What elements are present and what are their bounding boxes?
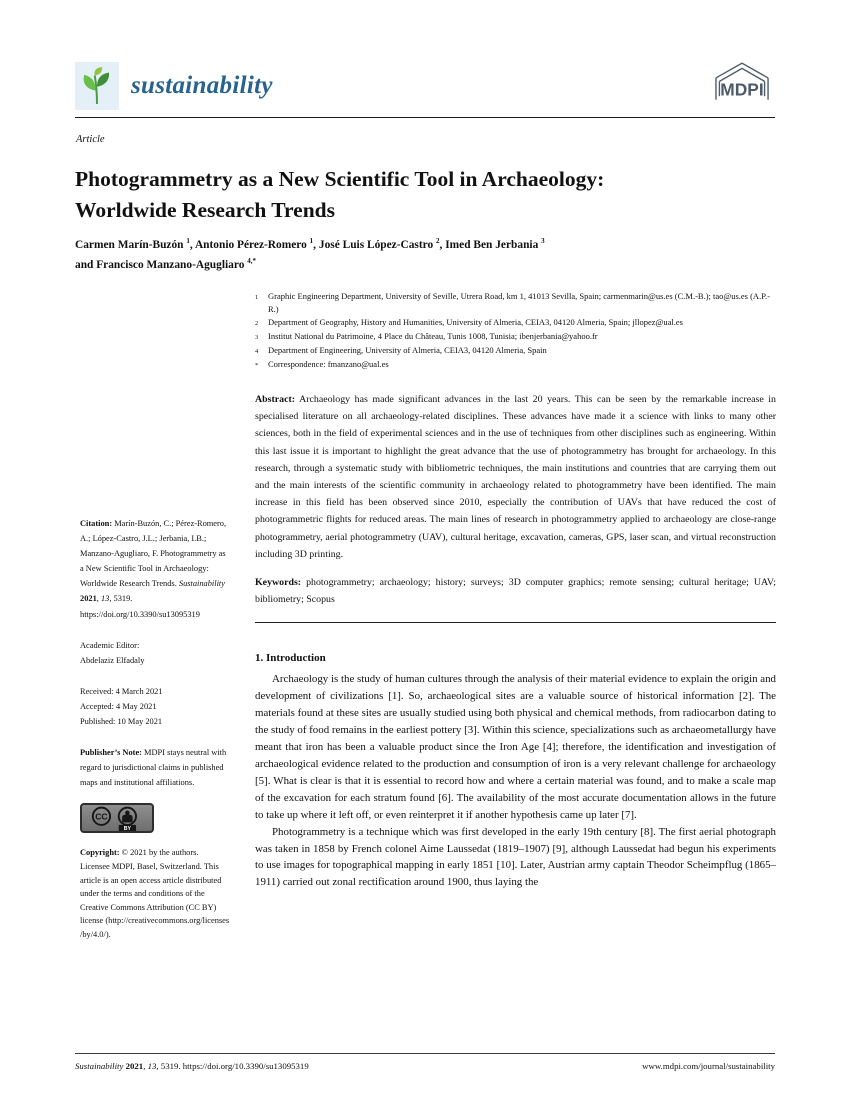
affiliation-marker: * — [255, 362, 259, 369]
authors-block — [75, 233, 775, 274]
page-header — [75, 58, 775, 114]
mdpi-logo — [709, 59, 775, 114]
page-title — [75, 164, 785, 225]
footer-journal-url: www.mdpi.com/journal/sustainability — [642, 1061, 775, 1071]
publishers-note: Publisher’s Note: MDPI stays neutral with regard to jurisdictional claims in published maps and institutional affiliations. — [80, 748, 227, 788]
main-column — [255, 290, 776, 891]
journal-name: sustainability — [131, 72, 273, 99]
affiliation-text: Correspondence: fmanzano@ual.es — [268, 359, 389, 369]
affiliation-row — [255, 344, 776, 358]
journal-logo — [75, 62, 273, 110]
abstract-text: Archaeology has made significant advances in the last 20 years. This can be seen by the remarkable increase in specialised literature on all archaeology-related disciplines. These advances have made it a science with links to many other sciences, both in the field of experimental sciences and in the use of techniques from other disciplines such as engineering. Within this last issue it is important to highlight the great advance that the use of photogrammetry has brought for archaeology. In this research, through a systematic study with bibliometric techniques, the main institutions and countries that are carrying them out and the main interests of the scientific community in archaeology related to photogrammetry have been identified. The main increase in this field has been observed since 2010, especially the contribution of UAVs that have reduced the cost of photogrammetric flights for reduced areas. The main lines of research in photogrammetry applied to archaeology are close-range photogrammetry, aerial photogrammetry (UAV), cultural heritage, excavation, cameras, GPS, laser scan, and virtual reconstruction including 3D printing. — [255, 394, 776, 560]
section-divider — [255, 622, 776, 623]
page-footer — [75, 1061, 775, 1071]
abstract-label: Abstract: — [255, 394, 296, 405]
affiliation-row — [255, 290, 776, 316]
section-heading-introduction: 1. Introduction — [255, 652, 326, 665]
academic-editor-label: Academic Editor: — [80, 640, 140, 650]
affiliation-row — [255, 316, 776, 330]
cc-icon-label: CC — [95, 812, 108, 823]
intro-paragraph-1: Archaeology is the study of human cultures through the analysis of their material evidence to explain the origin and development of civilizations [1]. So, archaeological sites are a valuable source of historical information [2]. The materials found at these sites are usually studied using both physical and chemical methods, from radiocarbon dating to the study of food remains in the earliest pottery [3]. Within this science, specializations such as archaeometallurgy have meant that iron has been a valuable product since the Iron Age [4]; therefore, the identification and investigation of archaeological evidence related to the production and consumption of iron is a very relevant challenge for archaeology [5]. What is clear is that it is essential to record how and where a certain material was found, and to make a scale map of the excavation for each stratum found [6]. The availability of the most accurate documentation allows in the future to take up where it left off, or even reinterpret it if another hypothesis came up later [7]. — [255, 673, 776, 821]
received-date: Received: 4 March 2021 — [80, 686, 163, 696]
mdpi-logo-svg — [709, 59, 775, 109]
footer-citation: Sustainability 2021, 13, 5319. https://doi.org/10.3390/su13095319 — [75, 1061, 309, 1071]
abstract — [255, 391, 776, 563]
cc-by-icon — [85, 805, 149, 831]
article-type-label: Article — [76, 134, 105, 145]
academic-editor-name: Abdelaziz Elfadaly — [80, 655, 145, 665]
affiliation-marker: 4 — [255, 348, 259, 355]
affiliations-list — [255, 290, 776, 372]
keywords-label: Keywords: — [255, 577, 302, 589]
copyright-block: Copyright: © 2021 by the authors. Licensee MDPI, Basel, Switzerland. This article is an open access article distributed under the terms and conditions of the Creative Commons Attribution (CC BY) license (http://creativecommons.org/licenses /by/4.0/). — [80, 848, 230, 939]
meta-sidebar — [80, 516, 230, 942]
affiliation-marker: 1 — [255, 294, 259, 301]
intro-paragraph-2: Photogrammetry is a technique which was first developed in the early 19th century [8]. The first aerial photograph was taken in 1858 by French colonel Aime Laussedat (1819–1907) [9], although Laussedat had begun his experiments to use images for topographical mapping in early 1851 [10]. Later, Austrian army captain Theodor Scheimpflug (1865–1911) carried out zonal rectification around 1900, thus laying the — [255, 825, 776, 889]
footer-divider — [75, 1053, 775, 1054]
affiliation-row — [255, 330, 776, 344]
affiliation-marker: 2 — [255, 320, 259, 327]
authors-line-2: and Francisco Manzano-Agugliaro $^{4,*}$ — [75, 257, 256, 272]
title-line-1: Photogrammetry as a New Scientific Tool in Archaeology: — [75, 167, 605, 192]
affiliation-text: Graphic Engineering Department, University of Seville, Utrera Road, km 1, 41013 Sevilla, Spain; carmenmarin@us.es (C.M.-B.); tao@us.es (A.P.-R.) — [268, 291, 770, 314]
by-icon-label: BY — [123, 826, 131, 832]
keywords-text: photogrammetry; archaeology; history; surveys; 3D computer graphics; remote sensing; cultural heritage; UAV; bibliometry; Scopus — [255, 577, 776, 606]
mdpi-logo-text: MDPI — [720, 78, 764, 99]
affiliation-text: Department of Engineering, University of Almeria, CEIA3, 04120 Almeria, Spain — [268, 345, 547, 355]
title-line-2: Worldwide Research Trends — [75, 197, 336, 222]
keywords — [255, 574, 776, 608]
authors-line-1: Carmen Marín-Buzón $^1$, Antonio Pérez-Romero $^1$, José Luis López-Castro $^2$, Imed Ben Jerbania $^3$ — [75, 237, 545, 251]
affiliation-marker: 3 — [255, 334, 259, 341]
citation-block: Citation: Marín-Buzón, C.; Pérez-Romero, A.; López-Castro, J.L.; Jerbania, I.B.; Manzano-Agugliaro, F. Photogrammetry as a New Scientific Tool in Archaeology: Worldwide Research Trends. Sustainability 2021, 13, 5319. https://doi.org/10.3390/su13095319 — [80, 519, 227, 619]
published-date: Published: 10 May 2021 — [80, 717, 163, 727]
academic-editor-block — [80, 638, 230, 668]
plant-icon-svg — [79, 66, 115, 106]
accepted-date: Accepted: 4 May 2021 — [80, 701, 157, 711]
header-divider — [75, 117, 775, 118]
affiliation-text: Institut National du Patrimoine, 4 Place du Château, Tunis 1008, Tunisia; ibenjerbania@yahoo.fr — [268, 331, 598, 341]
affiliation-row — [255, 358, 776, 372]
cc-by-license-badge — [80, 803, 154, 833]
dates-block — [80, 684, 230, 729]
affiliation-text: Department of Geography, History and Humanities, University of Almeria, CEIA3, 04120 Almeria, Spain; jllopez@ual.es — [268, 317, 683, 327]
plant-icon — [75, 62, 119, 110]
